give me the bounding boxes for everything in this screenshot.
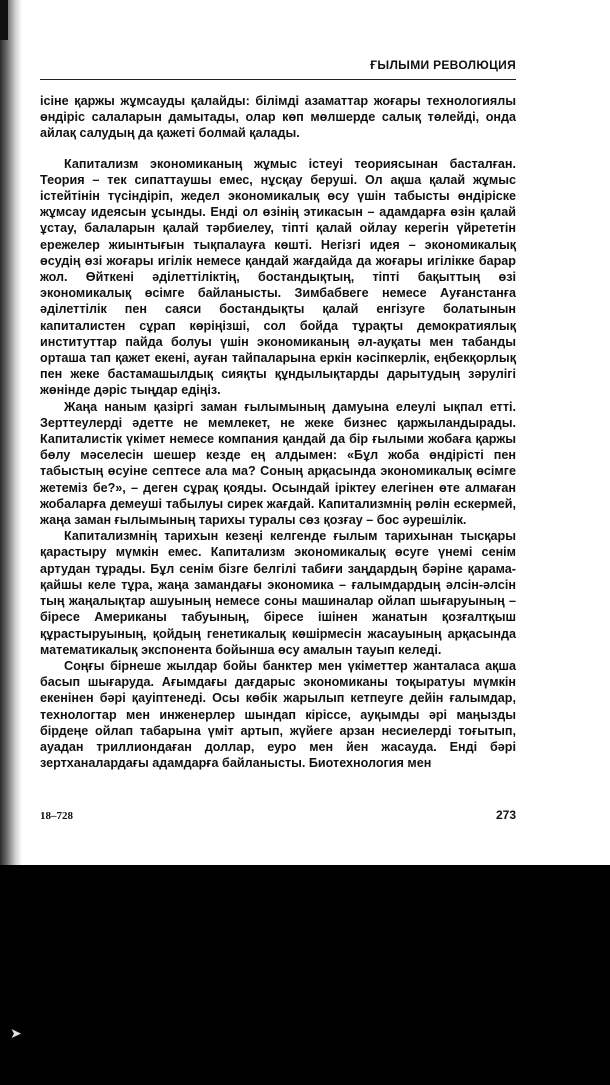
paragraph-3: Жаңа наным қазiргi заман ғылымының дамуына елеулi ықпал еттi. Зерттеулердi әдетте не мемлекет, не жеке бизнес қаржыландырады. Капиталистiк үкiмет немесе компания қандай да бiр ғылыми жобаға қаржы бөлу мәселесiн шешер кезде ең алдымен: «Бұл жоба өндiрiстi пен табыстың өсуiне септесе ала ма? Соның арқасында экономикалық өсiмге жетеміз бе?», – деген сұрақ қояды. Осындай iрiктеу елегiнен өте алмаған жобаларға демеушi табылуы сирек жағдай. Капитализмнiң рөлiн ескермей, жаңа заман ғылымының тарихы туралы сөз қозғау – бос әурешiлiк. — [40, 399, 516, 528]
page-body — [40, 93, 516, 771]
paragraph-5: Соңғы бiрнеше жылдар бойы банктер мен үкiметтер жанталаса ақша басып шығаруда. Ағымдағы дағдарыс экономиканы тоқыратуы мүмкiн екенiнен бәрi қауiптенедi. Осы көбiк жарылып кетпеуге дейiн ғалымдар, технологтар мен инженерлер шындап кiрiссе, ауқымды әрi маңызды бiрдеңе ойлап табарына үмiт артып, жүйеге арзан несиелердi тоғытып, ауадан триллиондаған доллар, еуро мен йен жасауда. Ендi бәрi зертханалардағы адамдарға байланысты. Биотехнология мен — [40, 658, 516, 771]
page-edge-shadow — [0, 0, 22, 900]
paragraph-1: iсiне қаржы жұмсауды қалайды: бiлiмдi азаматтар жоғары технологиялы өндiрiс салаларын дамытады, олар көп мөлшерде салық төлейдi, онда айлақ салудың да қажетi болмай қалады. — [40, 94, 516, 141]
cursor-arrow-icon: ➤ — [10, 1025, 22, 1041]
scan-background — [0, 865, 610, 1085]
paragraph-2: Капитализм экономиканың жұмыс iстеуi теориясынан басталған. Теория – тек сипаттаушы емес, нұсқау берушi. Ол ақша қалай жұмыс iстейтiнiн түсiндiрiп, жедел экономикалық өсу үшiн табысты өндiрiске жұмсау идеясын ұсынды. Ендi ол өзiнiң этикасын – адамдарға өзiн қалай ұстау, балаларын қалай тәрбиелеу, тiптi қалай ойлау керегiн үйрететiн ережелер жиынтығын тықпалауға көштi. Негiзгi идея – экономикалық өсудiң өзi жоғары игiлiк немесе қандай жағдайда да жоғары игiлiкке барар жол. Өйткенi әдiлеттiлiктiң, бостандықтың, тiптi бақыттың өзi экономикалық өсiмге байланысты. Зимбабвеге немесе Ауғанстанға әдiлеттiлiк пен саяси бостандықты қалай енгiзуге болатынын капиталистен сұрап көрiңiзшi, сол бойда тұрақты демократиялық институттар пайда болуы үшiн экономиканың әл-ауқаты мен табанды орташа тап қажет екенi, ауған тайпаларына еркiн кәсiпкерлiк, еңбекқорлық пен жеке бастамашылдық сияқты құндылықтарды дарытудың зәрулiгi жөнiнде дәрiс тыңдар едiңiз. — [40, 156, 516, 398]
running-header: ҒЫЛЫМИ РЕВОЛЮЦИЯ — [370, 58, 516, 72]
page-number: 273 — [495, 808, 516, 822]
header-rule — [40, 79, 516, 80]
signature-mark: 18–728 — [40, 810, 73, 822]
paragraph-4: Капитализмнiң тарихын кезеңi келгенде ғылым тарихынан тысқары қарастыру мүмкiн емес. Капитализм экономикалық өсуге үнемi сенiм артудан тұрады. Бұл сенiм бiзге белгiлi табиғи заңдардың бәрiне қарама-қайшы келе тұра, жаңа замандағы экономика – ғалымдардың әлсiн-әлсiн тың жаңалықтар ашуының немесе соны машиналар ойлап шығаруының – бiресе Американы табуының, бiресе iшiнен жанатын қозғалтқыш құрастыруының, қойдың генетикалық көшiрмесiн жасауының арқасында математикалық экспонента бойынша өсу амалын тауып келедi. — [40, 529, 516, 657]
scan-corner-mark — [0, 0, 8, 40]
